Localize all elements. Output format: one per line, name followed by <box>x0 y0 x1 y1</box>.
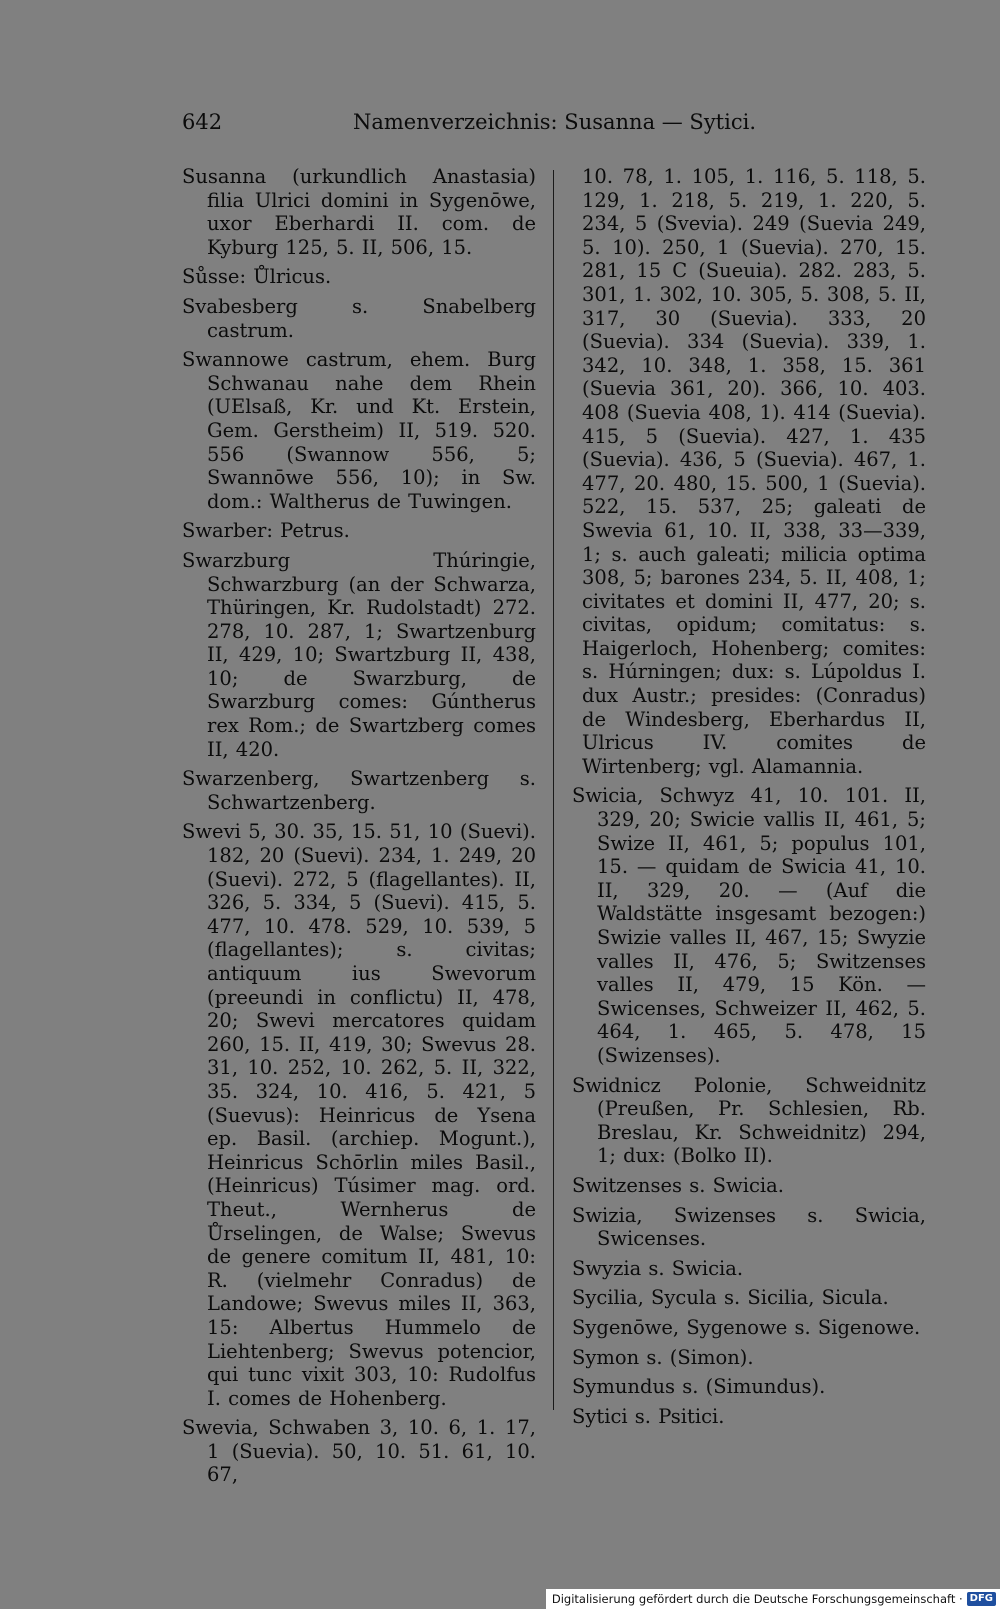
index-entry: Swidnicz Polonie, Schweidnitz (Preußen, Pr. Schlesien, Rb. Breslau, Kr. Schweidnitz) 294, 1; dux: (Bolko II). <box>572 1073 926 1168</box>
dfg-logo: DFG <box>967 1592 996 1606</box>
left-column <box>182 165 536 1493</box>
index-entry: Swevia, Schwaben 3, 10. 6, 1. 17, 1 (Suevia). 50, 10. 51. 61, 10. 67, <box>182 1416 536 1487</box>
index-entry: Swarzburg Thúringie, Schwarzburg (an der Schwarza, Thüringen, Kr. Rudolstadt) 272. 278, 10. 287, 1; Swartzenburg II, 429, 10; Swartzburg II, 438, 10; de Swarzburg, de Swarzburg comes: Gúntherus rex Rom.; de Swartzberg comes II, 420. <box>182 548 536 761</box>
running-title: Namenverzeichnis: Susanna — Sytici. <box>352 110 756 134</box>
index-entry: Sytici s. Psitici. <box>572 1404 725 1428</box>
index-entry: Svabesberg s. Snabelberg castrum. <box>182 294 536 342</box>
column-divider <box>553 170 554 1410</box>
index-entry: Swevi 5, 30. 35, 15. 51, 10 (Suevi). 182, 20 (Suevi). 234, 1. 249, 20 (Suevi). 272, 5 (flagellantes). II, 326, 5. 334, 5 (Suevi). 415, 5. 477, 10. 478. 529, 10. 539, 5 (flagellantes); s. civitas; antiquum ius Swevorum (preeundi in conflictu) II, 478, 20; Swevi mercatores quidam 260, 15. II, 419, 30; Swevus 28. 31, 10. 252, 10. 262, 5. II, 322, 35. 324, 10. 416, 5. 421, 5 (Suevus): Heinricus de Ysena ep. Basil. (archiep. Mogunt.), Heinricus Schōrlin miles Basil., (Heinricus) Túsimer mag. ord. Theut., Wernherus de Ůrselingen, de Walse; Swevus de genere comitum II, 481, 10: R. (vielmehr Conradus) de Landowe; Swevus miles II, 363, 15: Albertus Hummelo de Liehtenberg; Swevus potencior, qui tunc vixit 303, 10: Rudolfus I. comes de Hohenberg. <box>182 820 536 1410</box>
index-entry: Swannowe castrum, ehem. Burg Schwanau nahe dem Rhein (UElsaß, Kr. und Kt. Erstein, Gem. Gerstheim) II, 519. 520. 556 (Swannow 556, 5; Swannōwe 556, 10); in Sw. dom.: Waltherus de Tuwingen. <box>182 348 536 513</box>
page-number: 642 <box>182 110 223 134</box>
index-entry: Swizia, Swizenses s. Swicia, Swicenses. <box>572 1203 926 1251</box>
index-entry: Symundus s. (Simundus). <box>572 1375 826 1399</box>
index-entry: Symon s. (Simon). <box>572 1345 754 1369</box>
index-entry-continuation: 10. 78, 1. 105, 1. 116, 5. 118, 5. 129, 1. 218, 5. 219, 1. 220, 5. 234, 5 (Svevia). 249 (Suevia 249, 5. 10). 250, 1 (Suevia). 270, 15. 281, 15 C (Sueuia). 282. 283, 5. 301, 1. 302, 10. 305, 5. 308, 5. II, 317, 30 (Suevia). 333, 20 (Suevia). 334 (Suevia). 339, 1. 342, 10. 348, 1. 358, 15. 361 (Suevia 361, 20). 366, 10. 403. 408 (Suevia 408, 1). 414 (Suevia). 415, 5 (Suevia). 427, 1. 435 (Suevia). 436, 5 (Suevia). 467, 1. 477, 20. 480, 15. 500, 1 (Suevia). 522, 15. 537, 25; galeati de Swevia 61, 10. II, 338, 33—339, 1; s. auch galeati; milicia optima 308, 5; barones 234, 5. II, 408, 1; civitates et domini II, 477, 20; s. civitas, opidum; comitatus: s. Haigerloch, Hohenberg; comites: s. Húrningen; dux: s. Lúpoldus I. dux Austr.; presides: (Conradus) de Windesberg, Eberhardus II, Ulricus IV. comites de Wirtenberg; vgl. Alamannia. <box>582 165 926 778</box>
index-entry: Sůsse: Ůlricus. <box>182 265 332 289</box>
footer-text: Digitalisierung gefördert durch die Deutsche Forschungsgemeinschaft · <box>551 1592 963 1606</box>
index-entry: Swarzenberg, Swartzenberg s. Schwartzenberg. <box>182 767 536 814</box>
page-header <box>182 110 756 142</box>
index-entry: Swicia, Schwyz 41, 10. 101. II, 329, 20; Swicie vallis II, 461, 5; Swize II, 461, 5; populus 101, 15. — quidam de Swicia 41, 10. II, 329, 20. — (Auf die Waldstätte insgesamt bezogen:) Swizie valles II, 467, 15; Swyzie valles II, 476, 5; Switzenses valles II, 479, 15 Kön. — Swicenses, Schweizer II, 462, 5. 464, 1. 465, 5. 478, 15 (Swizenses). <box>572 784 926 1067</box>
index-entry: Sycilia, Sycula s. Sicilia, Sicula. <box>572 1286 889 1310</box>
index-entry: Susanna (urkundlich Anastasia) filia Ulrici domini in Sygenōwe, uxor Eberhardi II. com. de Kyburg 125, 5. II, 506, 15. <box>182 165 536 259</box>
index-entry: Switzenses s. Swicia. <box>572 1173 784 1197</box>
index-entry: Swyzia s. Swicia. <box>572 1256 744 1280</box>
funding-footer <box>546 1589 1000 1609</box>
index-entry: Sygenōwe, Sygenowe s. Sigenowe. <box>572 1315 921 1339</box>
right-column <box>572 165 926 1434</box>
index-entry: Swarber: Petrus. <box>182 519 350 543</box>
